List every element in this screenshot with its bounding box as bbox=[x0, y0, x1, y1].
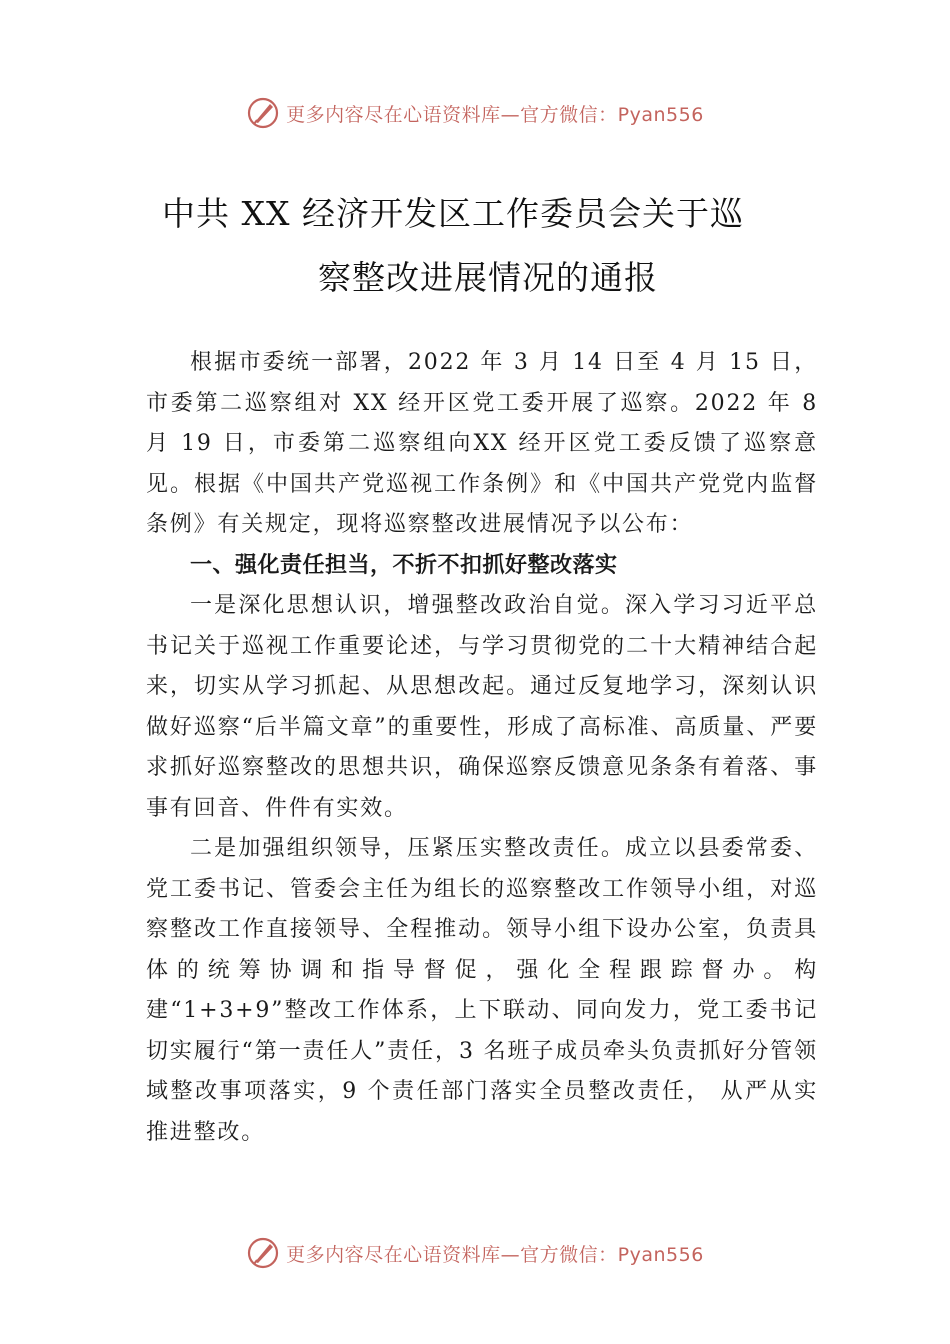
document-title-line1: 中共 XX 经济开发区工作委员会关于巡 bbox=[162, 194, 744, 233]
watermark-text: 更多内容尽在心语资料库—官方微信：Pyan556 bbox=[286, 1243, 704, 1266]
watermark-text: 更多内容尽在心语资料库—官方微信：Pyan556 bbox=[286, 103, 704, 126]
quill-pen-circle-icon bbox=[246, 96, 280, 130]
intro-paragraph: 根据市委统一部署，2022 年 3 月 14 日至 4 月 15 日，市委第二巡察组对 XX 经开区党工委开展了巡察。2022 年 8 月 19 日，市委第二巡察组向XX 经开区党工委反馈了巡察意见。根据《中国共产党巡视工作条例》和《中国共产党党内监督条例》有关规定，现将巡察整改进展情况予以公布： bbox=[146, 350, 818, 537]
document-body bbox=[146, 343, 818, 1153]
quill-pen-circle-icon bbox=[246, 1236, 280, 1270]
watermark-header bbox=[0, 96, 950, 130]
paragraph-1: 一是深化思想认识，增强整改政治自觉。深入学习习近平总书记关于巡视工作重要论述，与学习贯彻党的二十大精神结合起来，切实从学习抓起、从思想改起。通过反复地学习，深刻认识做好巡察“后半篇文章”的重要性，形成了高标准、高质量、严要求抓好巡察整改的思想共识，确保巡察反馈意见条条有着落、事事有回音、件件有实效。 bbox=[146, 593, 818, 821]
section-heading-1: 一、强化责任担当，不折不扣抓好整改落实 bbox=[190, 552, 618, 578]
watermark-footer bbox=[0, 1236, 950, 1270]
paragraph-2: 二是加强组织领导，压紧压实整改责任。成立以县委常委、党工委书记、管委会主任为组长的巡察整改工作领导小组，对巡察整改工作直接领导、全程推动。领导小组下设办公室，负责具体的统筹协调和指导督促，强化全程跟踪督办。构建“1+3+9”整改工作体系，上下联动、同向发力，党工委书记切实履行“第一责任人”责任，3 名班子成员牵头负责抓好分管领域整改事项落实，9 个责任部门落实全员整改责任， 从严从实推进整改。 bbox=[146, 836, 818, 1145]
document-title-line2: 察整改进展情况的通报 bbox=[318, 258, 658, 297]
